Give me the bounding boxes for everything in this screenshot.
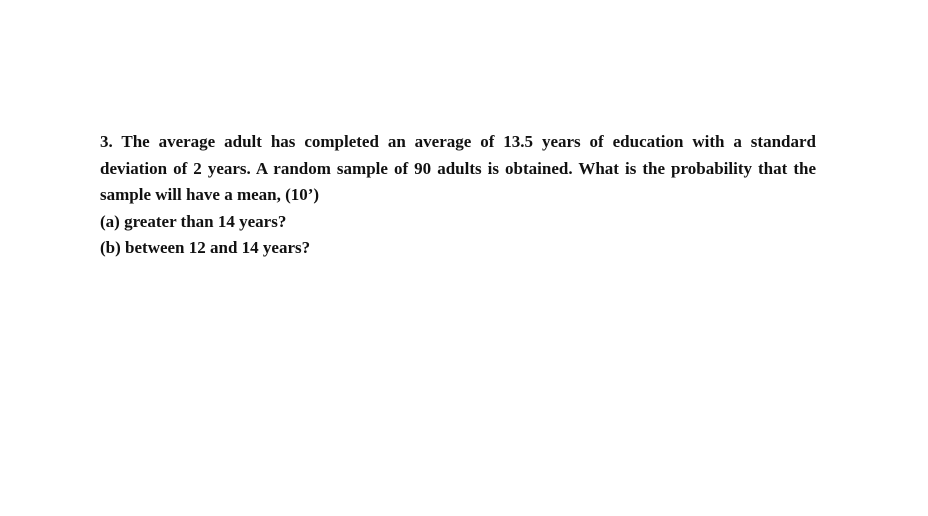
question-part-a: (a) greater than 14 years? [100, 211, 287, 231]
question-3 [100, 129, 816, 262]
question-stem: 3. The average adult has completed an average of 13.5 years of education with a standard deviation of 2 years. A random sample of 90 adults is obtained. What is the probability that the sample will have a mean, (10’) [100, 132, 816, 204]
question-part-b: (b) between 12 and 14 years? [100, 238, 311, 257]
